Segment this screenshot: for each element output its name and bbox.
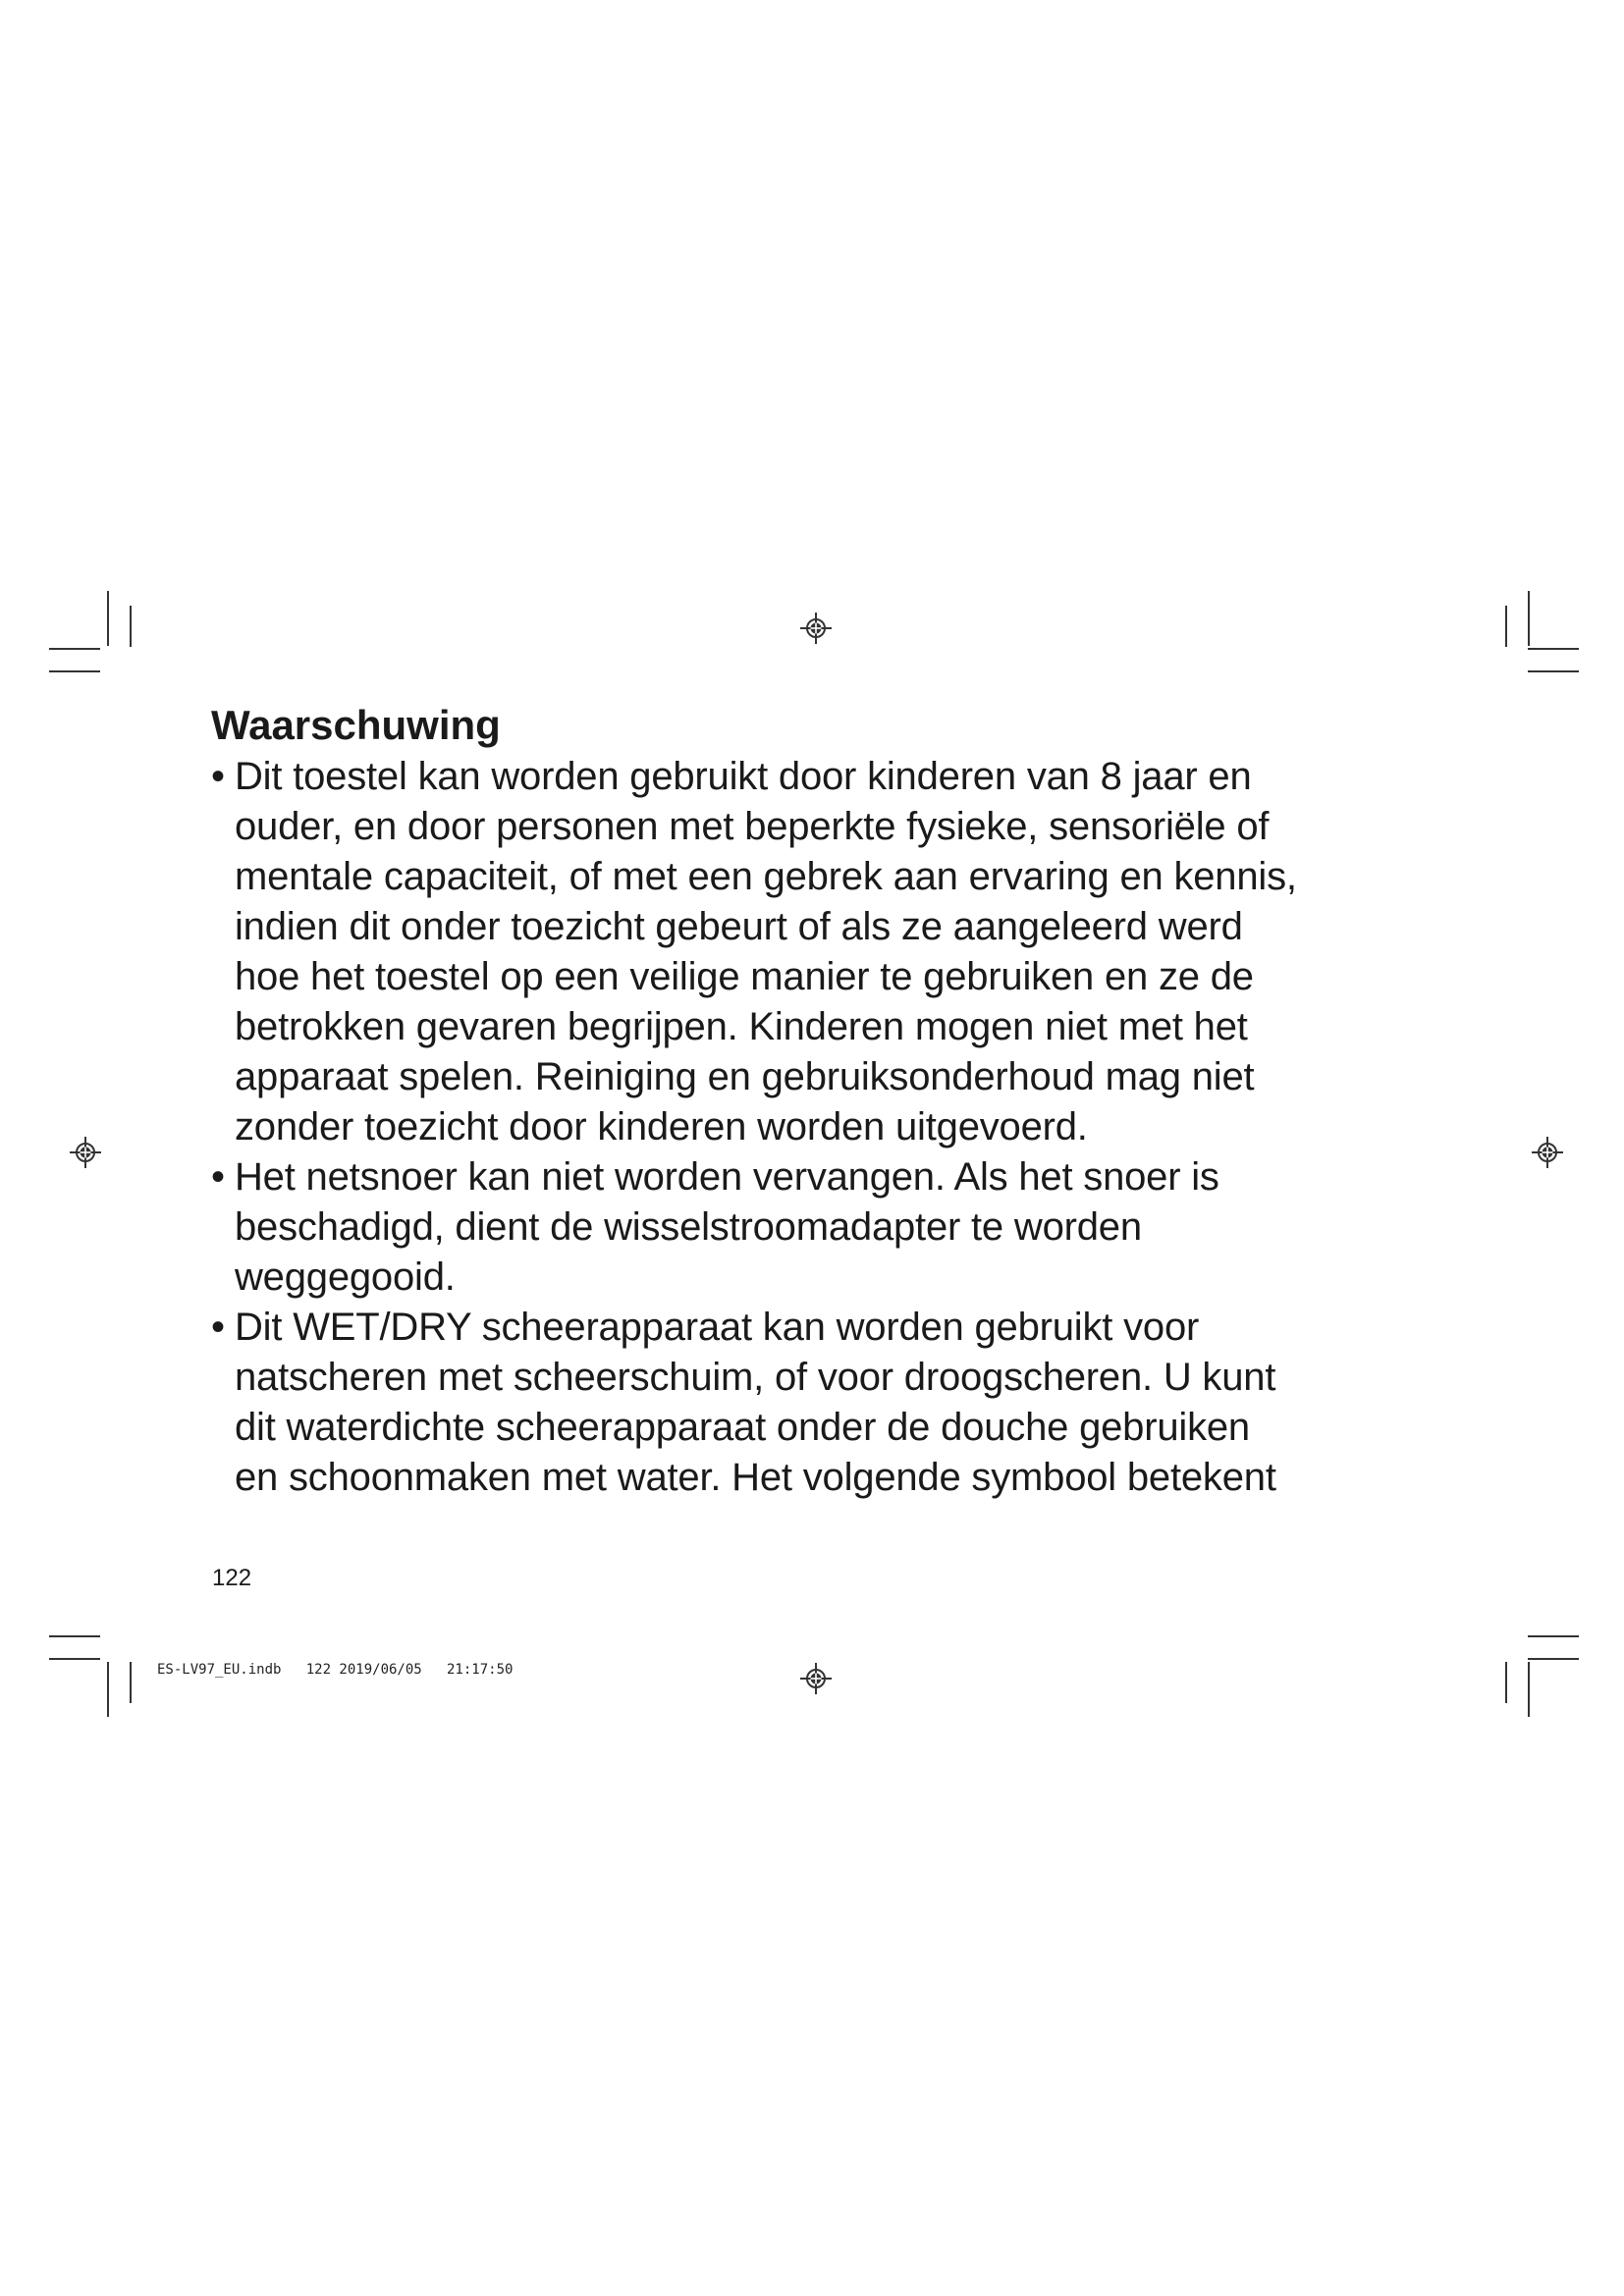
text-line: apparaat spelen. Reiniging en gebruiksonderhoud mag niet (235, 1055, 1255, 1098)
text-line: natscheren met scheerschuim, of voor droogscheren. U kunt (235, 1356, 1276, 1399)
crop-mark (1528, 1662, 1530, 1717)
text-line: hoe het toestel op een veilige manier te gebruiken en ze de (235, 955, 1254, 998)
text-line: betrokken gevaren begrijpen. Kinderen mogen niet met het (235, 1005, 1248, 1048)
section-heading: Waarschuwing (211, 702, 501, 748)
text-line: Het netsnoer kan niet worden vervangen. Als het snoer is (235, 1155, 1219, 1199)
text-line: weggegooid. (235, 1255, 456, 1299)
text-line: Dit WET/DRY scheerapparaat kan worden gebruikt voor (235, 1306, 1200, 1349)
list-item (211, 1152, 1448, 1303)
crop-mark (49, 1658, 100, 1660)
page-number: 122 (212, 1565, 252, 1591)
crop-mark (107, 591, 109, 646)
crop-mark (130, 606, 132, 647)
text-line: en schoonmaken met water. Het volgende symbool betekent (235, 1456, 1276, 1499)
warning-list (211, 752, 1448, 1503)
registration-mark-icon (69, 1136, 102, 1169)
bullet-icon: • (211, 755, 226, 798)
crop-mark (49, 1635, 100, 1637)
text-line: ouder, en door personen met beperkte fysieke, sensoriële of (235, 805, 1270, 848)
crop-mark (1528, 1658, 1579, 1660)
text-line: dit waterdichte scheerapparaat onder de douche gebruiken (235, 1406, 1250, 1449)
registration-mark-icon (1531, 1136, 1564, 1169)
text-line: beschadigd, dient de wisselstroomadapter te worden (235, 1205, 1142, 1249)
text-line: zonder toezicht door kinderen worden uitgevoerd. (235, 1105, 1088, 1148)
list-item (211, 752, 1448, 1152)
crop-mark (49, 670, 100, 672)
registration-mark-icon (799, 1662, 833, 1695)
print-slug: ES-LV97_EU.indb 122 2019/06/05 21:17:50 (157, 1662, 514, 1678)
text-line: Dit toestel kan worden gebruikt door kinderen van 8 jaar en (235, 755, 1252, 798)
bullet-icon: • (211, 1155, 226, 1199)
crop-mark (1528, 1635, 1579, 1637)
text-line: mentale capaciteit, of met een gebrek aan ervaring en kennis, (235, 855, 1297, 898)
crop-mark (1528, 591, 1530, 646)
list-item (211, 1303, 1448, 1503)
registration-mark-icon (799, 612, 833, 645)
crop-mark (107, 1662, 109, 1717)
crop-mark (1528, 648, 1579, 650)
crop-mark (1505, 1662, 1507, 1703)
crop-mark (130, 1662, 132, 1703)
crop-mark (1528, 670, 1579, 672)
bullet-icon: • (211, 1306, 226, 1349)
text-line: indien dit onder toezicht gebeurt of als ze aangeleerd werd (235, 905, 1243, 948)
crop-mark (49, 648, 100, 650)
warning-section (211, 701, 1448, 1503)
crop-mark (1505, 606, 1507, 647)
